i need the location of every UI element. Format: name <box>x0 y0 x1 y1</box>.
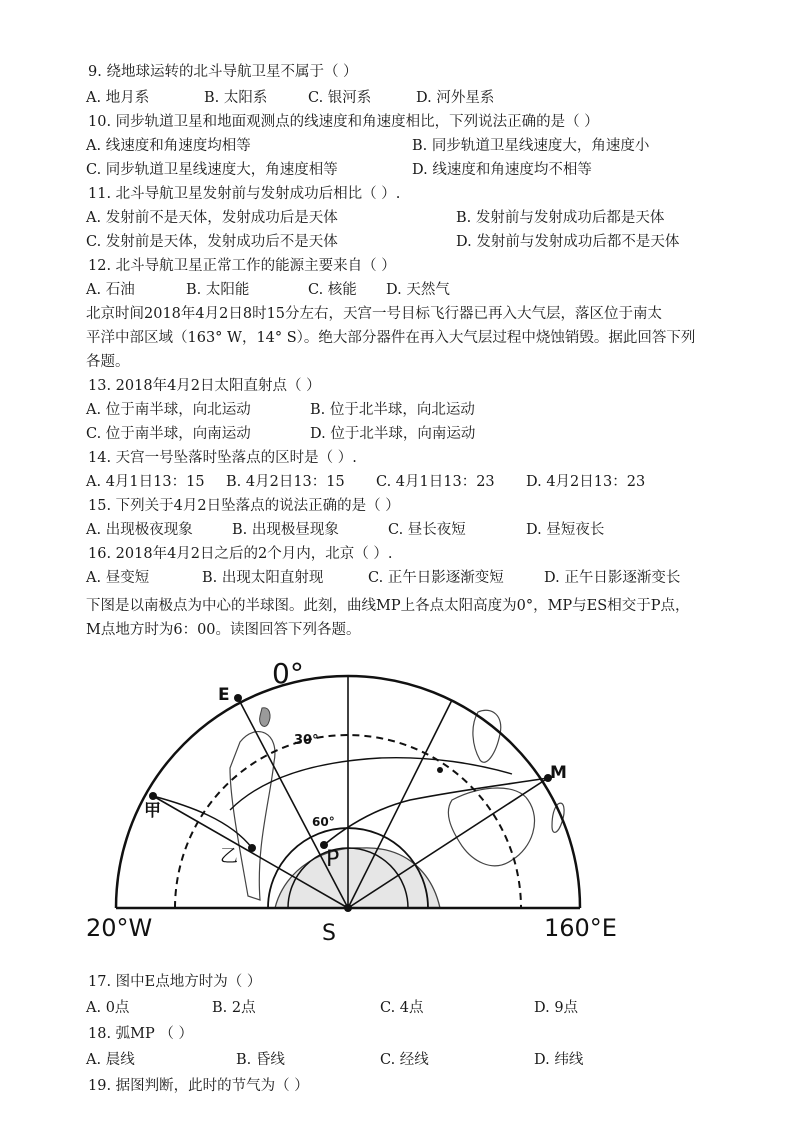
option-b: B. 太阳系 <box>204 90 268 106</box>
passage-1-line-2: 平洋中部区域（163° W，14° S）。绝大部分器件在再入大气层过程中烧蚀销毁。据此回答下列 <box>86 330 696 346</box>
option-d: D. 发射前与发射成功后都不是天体 <box>456 234 680 250</box>
option-d: D. 河外星系 <box>416 90 495 106</box>
question-18-stem: 18. 弧MP （ ） <box>88 1026 193 1042</box>
option-c: C. 银河系 <box>308 90 372 106</box>
curve-across <box>230 758 512 810</box>
option-d: D. 天然气 <box>386 282 450 298</box>
option-c: C. 发射前是天体，发射成功后不是天体 <box>86 234 338 250</box>
passage-2-line-2: M点地方时为6：00。读图回答下列各题。 <box>86 622 361 638</box>
point-ne <box>437 767 443 773</box>
option-d: D. 4月2日13：23 <box>526 474 646 490</box>
question-12-stem: 12. 北斗导航卫星正常工作的能源主要来自（ ） <box>88 258 396 274</box>
label-point-E: E <box>218 685 230 705</box>
point-S <box>344 904 352 912</box>
option-d: D. 9点 <box>534 1000 579 1016</box>
option-b: B. 发射前与发射成功后都是天体 <box>456 210 665 226</box>
label-latitude-60: 60° <box>312 815 335 829</box>
option-b: B. 太阳能 <box>186 282 250 298</box>
option-b: B. 出现极昼现象 <box>232 522 339 538</box>
question-10-stem: 10. 同步轨道卫星和地面观测点的线速度和角速度相比，下列说法正确的是（ ） <box>88 114 599 130</box>
passage-1-line-3: 各题。 <box>86 354 130 370</box>
option-a: A. 4月1日13：15 <box>86 474 205 490</box>
option-a: A. 晨线 <box>86 1052 135 1068</box>
label-latitude-30: 30° <box>294 733 319 748</box>
question-16-stem: 16. 2018年4月2日之后的2个月内，北京（ ）. <box>88 546 393 562</box>
option-c: C. 经线 <box>380 1052 429 1068</box>
label-20-west: 20°W <box>86 914 153 942</box>
question-17-stem: 17. 图中E点地方时为（ ） <box>88 974 262 990</box>
label-point-P: P <box>326 847 340 872</box>
option-b: B. 出现太阳直射现 <box>202 570 324 586</box>
label-point-M: M <box>550 763 567 783</box>
option-a: A. 0点 <box>86 1000 130 1016</box>
label-yi: 乙 <box>220 846 238 867</box>
option-c: C. 正午日影逐渐变短 <box>368 570 504 586</box>
option-b: B. 同步轨道卫星线速度大，角速度小 <box>412 138 650 154</box>
option-b: B. 2点 <box>212 1000 256 1016</box>
land-island <box>260 708 270 727</box>
option-d: D. 正午日影逐渐变长 <box>544 570 681 586</box>
question-15-stem: 15. 下列关于4月2日坠落点的说法正确的是（ ） <box>88 498 400 514</box>
point-jia <box>149 792 157 800</box>
question-11-stem: 11. 北斗导航卫星发射前与发射成功后相比（ ）. <box>88 186 401 202</box>
option-c: C. 位于南半球，向南运动 <box>86 426 251 442</box>
land-australia <box>448 788 534 866</box>
land-africa-tip <box>473 710 501 762</box>
arc-MP <box>324 778 548 845</box>
option-d: D. 线速度和角速度均不相等 <box>412 162 592 178</box>
point-yi <box>248 844 256 852</box>
meridian-M <box>348 778 548 908</box>
question-13-stem: 13. 2018年4月2日太阳直射点（ ） <box>88 378 321 394</box>
option-c: C. 核能 <box>308 282 357 298</box>
label-zero-degree: 0° <box>272 657 304 690</box>
option-b: B. 4月2日13：15 <box>226 474 345 490</box>
option-a: A. 位于南半球，向北运动 <box>86 402 251 418</box>
label-160-east: 160°E <box>544 914 617 942</box>
label-point-S: S <box>322 921 336 946</box>
question-19-stem: 19. 据图判断，此时的节气为（ ） <box>88 1078 309 1094</box>
option-a: A. 地月系 <box>86 90 150 106</box>
option-a: A. 石油 <box>86 282 135 298</box>
option-a: A. 昼变短 <box>86 570 150 586</box>
option-c: C. 4月1日13：23 <box>376 474 495 490</box>
option-c: C. 同步轨道卫星线速度大，角速度相等 <box>86 162 338 178</box>
passage-1-line-1: 北京时间2018年4月2日8时15分左右，天宫一号目标飞行器已再入大气层，落区位于南太 <box>86 306 663 322</box>
option-d: D. 昼短夜长 <box>526 522 605 538</box>
option-d: D. 位于北半球，向南运动 <box>310 426 476 442</box>
option-a: A. 出现极夜现象 <box>86 522 193 538</box>
option-a: A. 线速度和角速度均相等 <box>86 138 251 154</box>
option-b: B. 昏线 <box>236 1052 285 1068</box>
south-polar-hemisphere-diagram <box>80 650 640 950</box>
option-b: B. 位于北半球，向北运动 <box>310 402 475 418</box>
option-c: C. 昼长夜短 <box>388 522 466 538</box>
question-9-stem: 9. 绕地球运转的北斗导航卫星不属于（ ） <box>88 64 358 80</box>
option-a: A. 发射前不是天体，发射成功后是天体 <box>86 210 338 226</box>
point-E <box>234 694 242 702</box>
land-antarctica <box>275 848 440 908</box>
label-jia: 甲 <box>144 801 161 821</box>
passage-2-line-1: 下图是以南极点为中心的半球图。此刻，曲线MP上各点太阳高度为0°，MP与ES相交于P点， <box>86 598 690 614</box>
option-d: D. 纬线 <box>534 1052 584 1068</box>
question-14-stem: 14. 天宫一号坠落时坠落点的区时是（ ）. <box>88 450 357 466</box>
option-c: C. 4点 <box>380 1000 424 1016</box>
